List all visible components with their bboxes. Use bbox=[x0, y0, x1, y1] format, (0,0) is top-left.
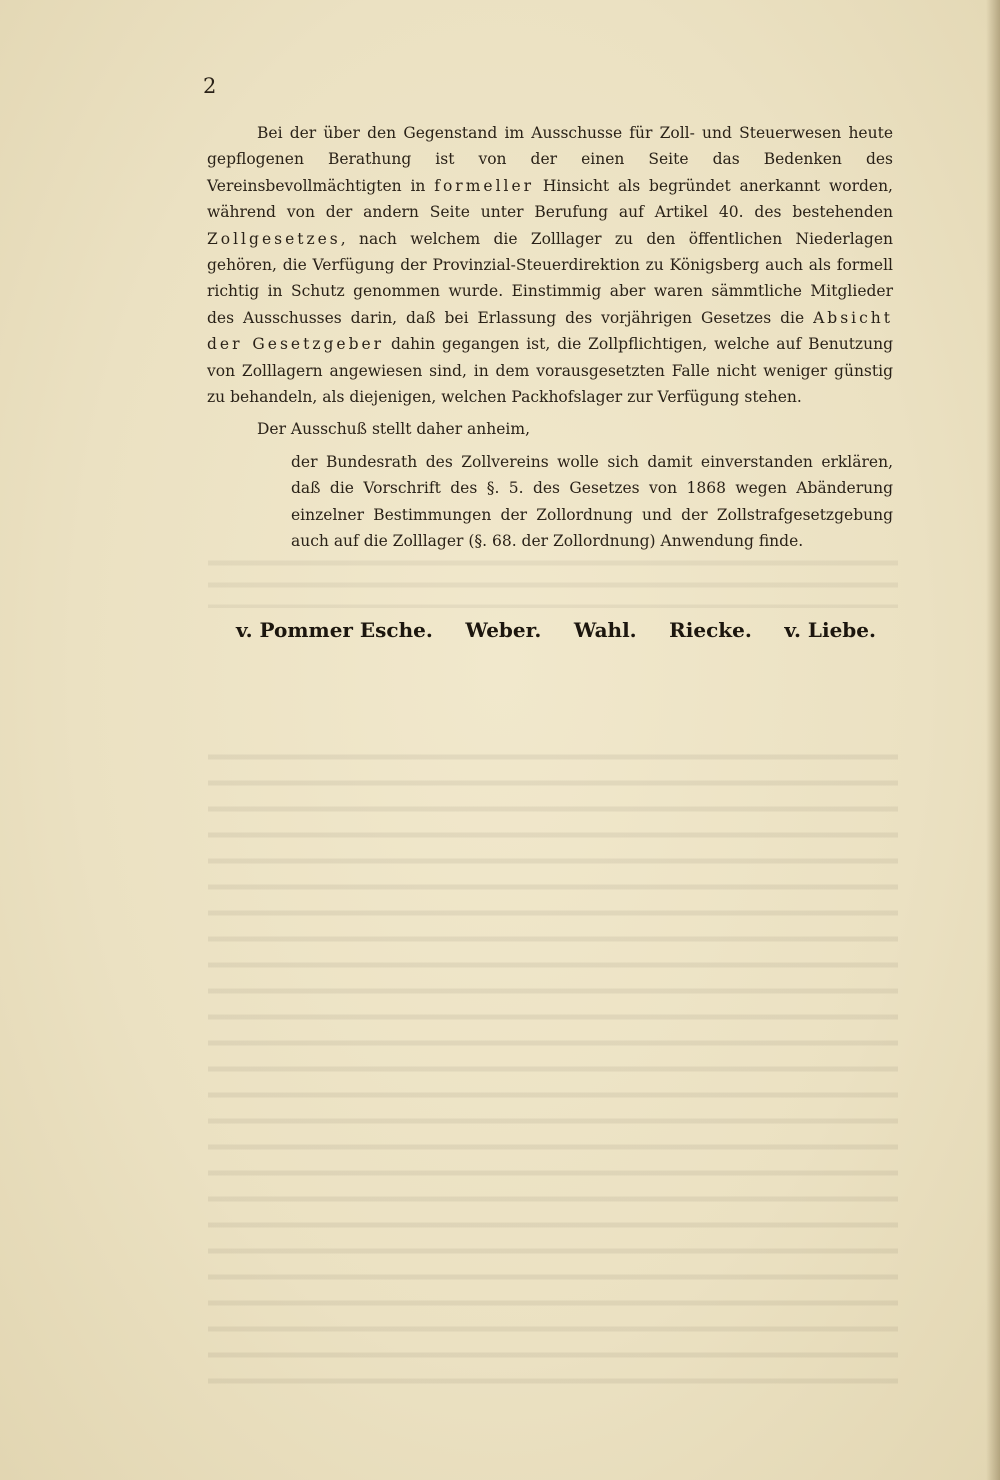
show-through-text-lower bbox=[208, 740, 898, 1390]
signature-wahl: Wahl. bbox=[573, 618, 637, 642]
paragraph-proposal-intro: Der Ausschuß stellt daher anheim, bbox=[257, 420, 530, 439]
paragraph-deliberation-part2: Hinsicht als begründet anerkannt worden, während von der andern Seite unter Berufung auf Artikel 40. des bestehenden bbox=[207, 176, 893, 222]
signature-weber: Weber. bbox=[465, 618, 542, 642]
paragraph-deliberation-part1: Bei der über den Gegenstand im Ausschusse für Zoll- und Steuerwesen heute gepflogenen Berathung ist von der einen Seite das Bedenken des Vereinsbevollmächtigten in bbox=[207, 124, 893, 195]
signature-liebe: v. Liebe. bbox=[784, 618, 876, 642]
emphasis-absicht: Absicht der Gesetzgeber bbox=[207, 308, 893, 354]
emphasis-zollgesetzes: Zollgesetzes bbox=[207, 229, 341, 248]
paragraph-deliberation-part3: , nach welchem die Zolllager zu den öffentlichen Niederlagen gehören, die Verfügung der Provinzial-Steuerdirektion zu Königsberg auch als formell richtig in Schutz genommen wurde. Einstimmig aber waren sämmtliche Mitglieder des Ausschusses darin, daß bei Erlassung des vorjährigen Gesetzes die bbox=[207, 229, 893, 327]
signatures bbox=[236, 618, 876, 642]
signature-pommer-esche: v. Pommer Esche. bbox=[236, 618, 433, 642]
resolution-text: der Bundesrath des Zollvereins wolle sich damit einverstanden erklären, daß die Vorschrift des §. 5. des Gesetzes von 1868 wegen Abänderung einzelner Bestimmungen der Zollordnung und der Zollstrafgesetzgebung auch auf die Zolllager (§. 68. der Zollordnung) Anwendung finde. bbox=[291, 452, 893, 551]
body-text bbox=[207, 120, 893, 555]
signature-riecke: Riecke. bbox=[669, 618, 752, 642]
page-number: 2 bbox=[203, 74, 217, 98]
emphasis-formeller: formeller bbox=[434, 176, 535, 195]
show-through-text-upper bbox=[208, 548, 898, 608]
paragraph-deliberation bbox=[207, 120, 893, 410]
paragraph-deliberation-part4: dahin gegangen ist, die Zollpflichtigen, welche auf Benutzung von Zolllagern angewiesen sind, in dem vorausgesetzten Falle nicht weniger günstig zu behandeln, als diejenigen, welchen Packhofslager zur Verfügung stehen. bbox=[207, 335, 893, 407]
page-edge-shadow bbox=[986, 0, 1000, 1480]
